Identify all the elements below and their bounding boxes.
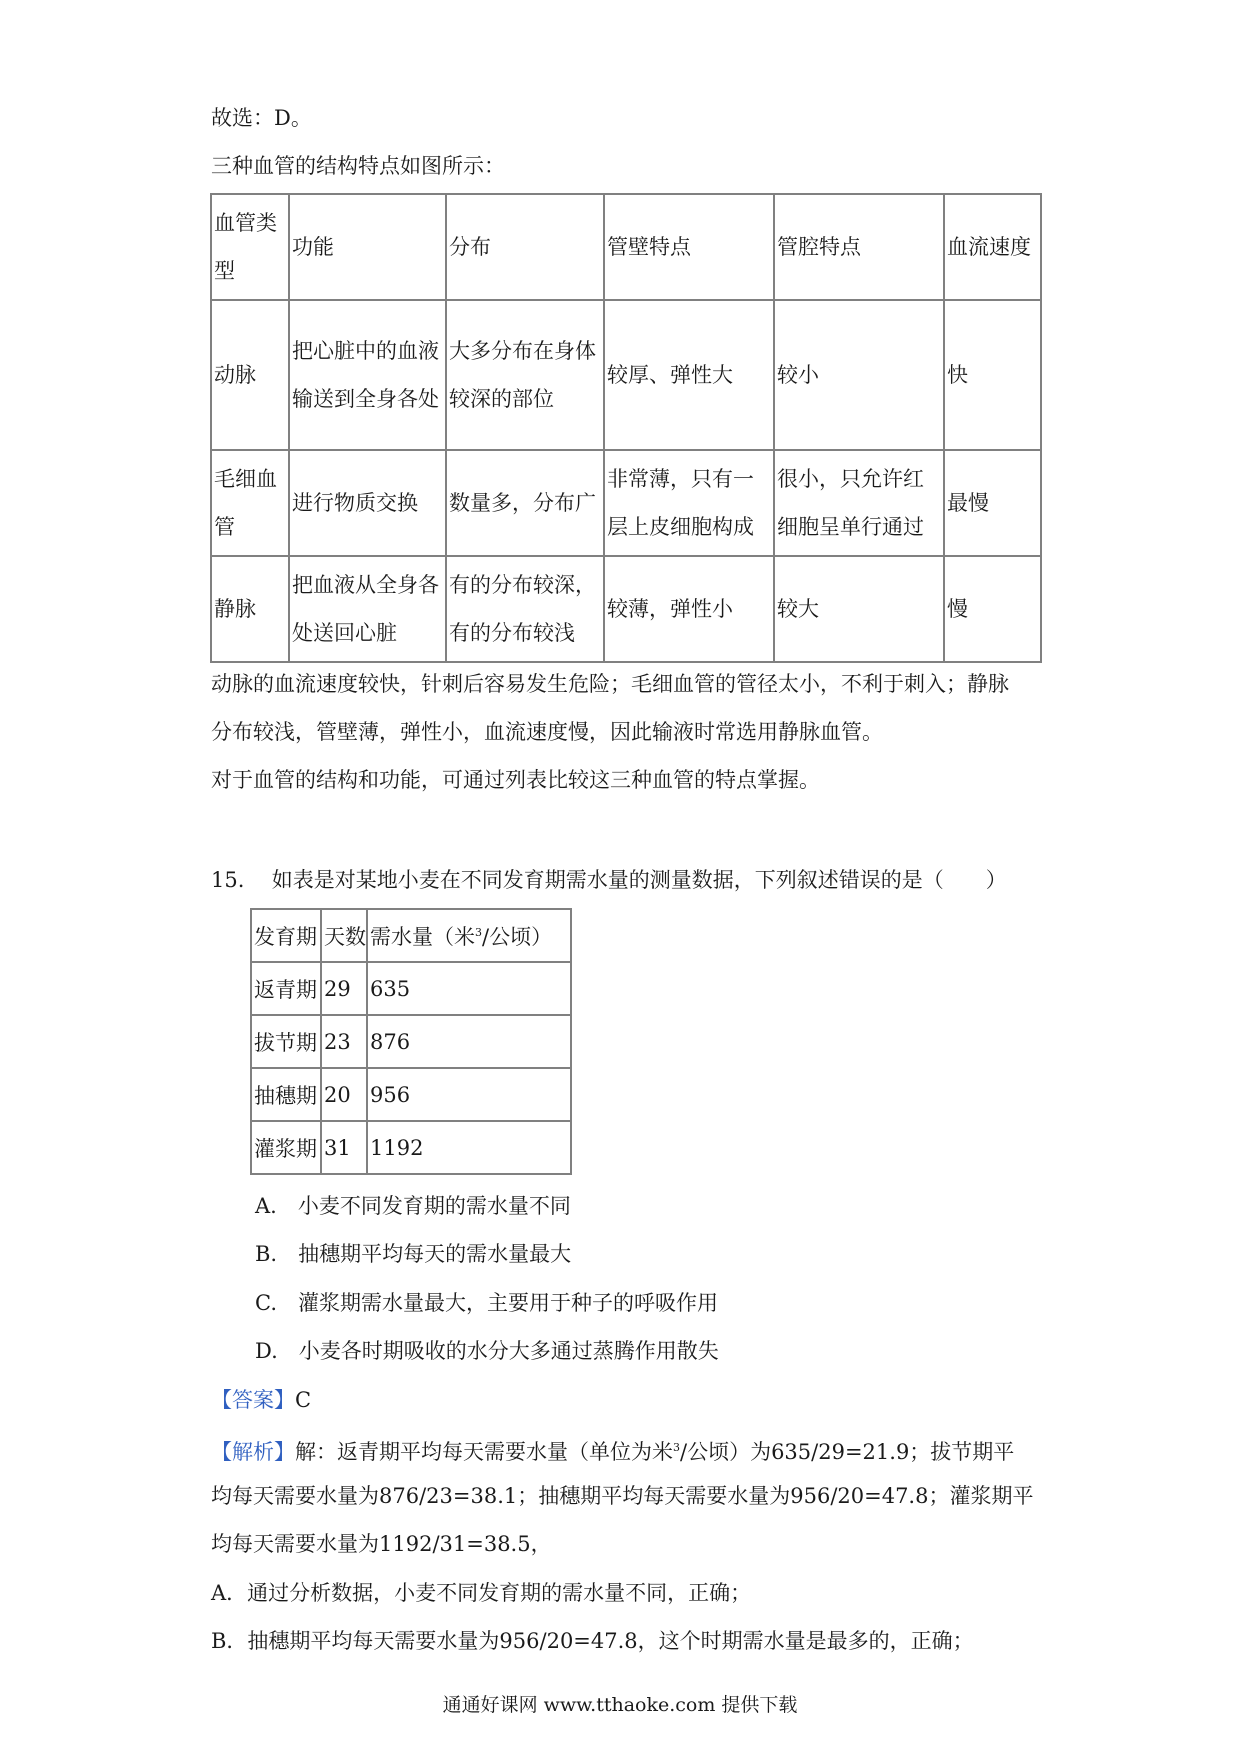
option-a: A. 小麦不同发育期的需水量不同 <box>255 1194 571 1218</box>
analysis-line: 均每天需要水量为1192/31=38.5， <box>211 1532 552 1556</box>
water-requirement-table <box>250 908 572 1175</box>
superscript: 3 <box>475 925 482 939</box>
table-cell: 快 <box>944 300 1041 450</box>
header-cell: 血管类型 <box>211 194 289 300</box>
analysis-line: A．通过分析数据，小麦不同发育期的需水量不同，正确； <box>211 1581 752 1605</box>
option-d: D. 小麦各时期吸收的水分大多通过蒸腾作用散失 <box>255 1339 719 1363</box>
table-cell: 有的分布较深，有的分布较浅 <box>446 556 604 662</box>
table-cell: 956 <box>367 1068 571 1121</box>
table-row <box>251 962 571 1015</box>
question-number: 15. <box>211 868 245 892</box>
blood-vessel-table <box>210 193 1042 663</box>
answer-value: C <box>295 1388 312 1412</box>
table-cell: 876 <box>367 1015 571 1068</box>
page-footer: 通通好课网 www.tthaoke.com 提供下载 <box>442 1694 798 1716</box>
superscript: 3 <box>673 1441 680 1454</box>
question-stem <box>211 865 1007 895</box>
header-cell: 管壁特点 <box>604 194 774 300</box>
header-cell: 管腔特点 <box>774 194 944 300</box>
analysis-tag: 【解析】 <box>211 1440 295 1464</box>
table-cell: 非常薄，只有一层上皮细胞构成 <box>604 450 774 556</box>
table-cell: 较大 <box>774 556 944 662</box>
table-intro-line: 三种血管的结构特点如图所示： <box>211 154 505 178</box>
header-cell: 功能 <box>289 194 446 300</box>
table-cell: 最慢 <box>944 450 1041 556</box>
question-text: 如表是对某地小麦在不同发育期需水量的测量数据，下列叙述错误的是（ ） <box>271 868 1007 892</box>
table-cell: 较薄，弹性小 <box>604 556 774 662</box>
option-c: C. 灌浆期需水量最大，主要用于种子的呼吸作用 <box>255 1291 718 1315</box>
table-cell: 635 <box>367 962 571 1015</box>
answer-tag: 【答案】 <box>211 1388 295 1412</box>
answer-choice-line: 故选：D。 <box>211 106 312 130</box>
table-cell: 29 <box>321 962 367 1015</box>
table-row <box>211 450 1041 556</box>
explanation-line: 对于血管的结构和功能，可通过列表比较这三种血管的特点掌握。 <box>211 768 820 792</box>
table-cell: 数量多，分布广 <box>446 450 604 556</box>
analysis-line: 【解析】解：返青期平均每天需要水量（单位为米$^3$/公顷）为635/29=21.9；拔节期平 <box>211 1440 1015 1464</box>
table-cell: 动脉 <box>211 300 289 450</box>
table-cell: 23 <box>321 1015 367 1068</box>
table-cell: 大多分布在身体较深的部位 <box>446 300 604 450</box>
table-cell: 抽穗期 <box>251 1068 321 1121</box>
header-cell: 发育期 <box>251 909 321 962</box>
table-cell: 较小 <box>774 300 944 450</box>
table-cell: 1192 <box>367 1121 571 1174</box>
table-cell: 毛细血管 <box>211 450 289 556</box>
table-cell: 20 <box>321 1068 367 1121</box>
table-row <box>251 1121 571 1174</box>
header-cell: 分布 <box>446 194 604 300</box>
analysis-line: B．抽穗期平均每天需要水量为956/20=47.8，这个时期需水量是最多的，正确； <box>211 1629 974 1653</box>
explanation-line: 分布较浅，管壁薄，弹性小，血流速度慢，因此输液时常选用静脉血管。 <box>211 720 883 744</box>
header-cell: 天数 <box>321 909 367 962</box>
table-row <box>251 1015 571 1068</box>
table-cell: 灌浆期 <box>251 1121 321 1174</box>
table-row <box>251 1068 571 1121</box>
header-cell: 需水量（米$^3$/公顷） <box>367 909 571 962</box>
table-row <box>211 556 1041 662</box>
explanation-line: 动脉的血流速度较快，针刺后容易发生危险；毛细血管的管径太小，不利于刺入；静脉 <box>211 672 1009 696</box>
table-header-row <box>251 909 571 962</box>
table-cell: 较厚、弹性大 <box>604 300 774 450</box>
table-cell: 拔节期 <box>251 1015 321 1068</box>
table-cell: 31 <box>321 1121 367 1174</box>
table-cell: 进行物质交换 <box>289 450 446 556</box>
table-cell: 把血液从全身各处送回心脏 <box>289 556 446 662</box>
table-cell: 返青期 <box>251 962 321 1015</box>
table-cell: 很小，只允许红细胞呈单行通过 <box>774 450 944 556</box>
table-cell: 慢 <box>944 556 1041 662</box>
analysis-line: 均每天需要水量为876/23=38.1；抽穗期平均每天需要水量为956/20=47.8；灌浆期平 <box>211 1484 1034 1508</box>
option-b: B. 抽穗期平均每天的需水量最大 <box>255 1242 572 1266</box>
table-header-row <box>211 194 1041 300</box>
table-cell: 静脉 <box>211 556 289 662</box>
answer-line <box>211 1385 311 1415</box>
table-cell: 把心脏中的血液输送到全身各处 <box>289 300 446 450</box>
header-cell: 血流速度 <box>944 194 1041 300</box>
table-row <box>211 300 1041 450</box>
